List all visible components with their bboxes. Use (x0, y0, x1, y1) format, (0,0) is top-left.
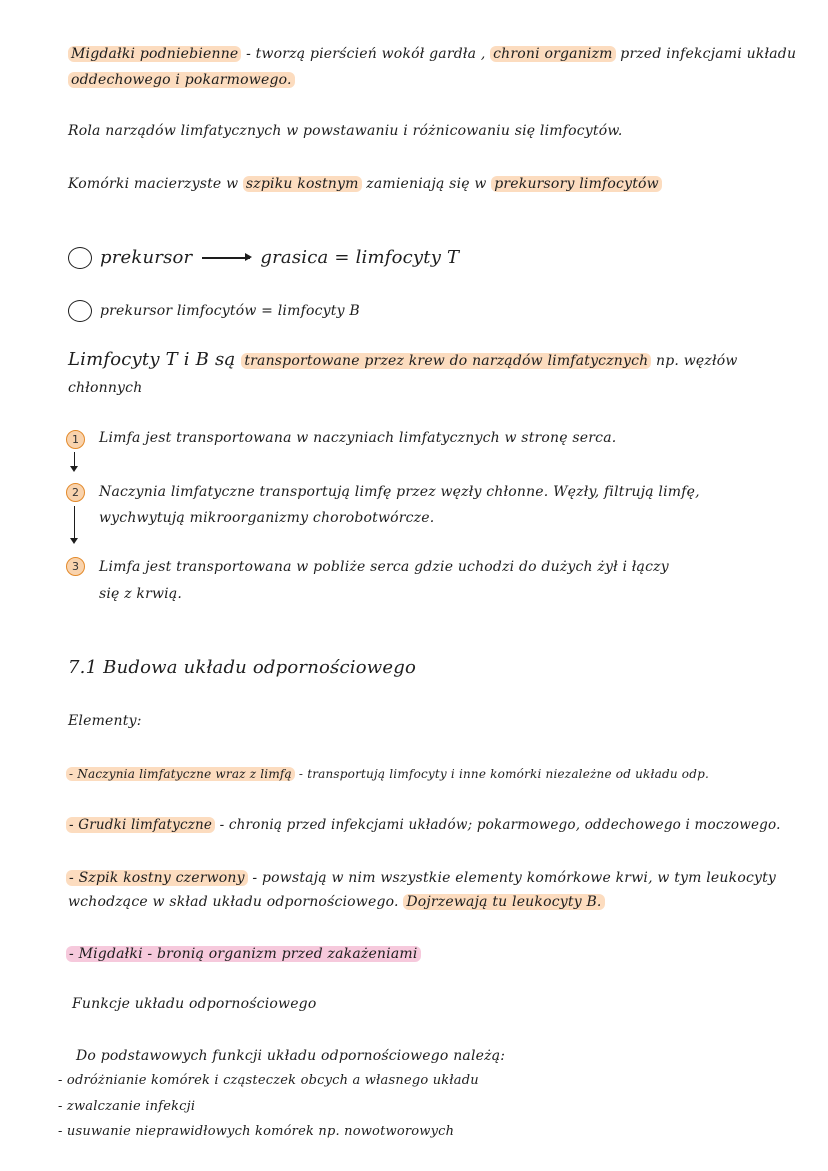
list-item: - zwalczanie infekcji (58, 1099, 196, 1114)
step-number-badge: 1 (66, 430, 85, 449)
circle-bullet-icon (68, 247, 92, 269)
list-item: - odróżnianie komórek i cząsteczek obcych a własnego układu (58, 1073, 479, 1088)
diagram-line: prekursor limfocytów = limfocyty B (68, 300, 360, 322)
highlight: Migdałki podniebienne (68, 46, 241, 62)
text-line: wychwytują mikroorganizmy chorobotwórcze. (99, 510, 435, 526)
list-item (66, 944, 421, 964)
diagram-line: prekursor grasica = limfocyty T (68, 247, 459, 269)
highlight: oddechowego i pokarmowego. (68, 72, 295, 88)
text-line (68, 70, 295, 90)
text-line: wchodzące w skład układu odpornościowego. Dojrzewają tu leukocyty B. (68, 892, 605, 912)
text-line: chłonnych (68, 380, 143, 396)
text-line: Rola narządów limfatycznych w powstawaniu i różnicowaniu się limfocytów. (68, 123, 623, 139)
list-item: - usuwanie nieprawidłowych komórek np. nowotworowych (58, 1124, 455, 1139)
list-item: - Naczynia limfatyczne wraz z limfą - transportują limfocyty i inne komórki niezależne od układu odp. (66, 764, 709, 784)
text-line: Migdałki podniebienne - tworzą pierścień wokół gardła , chroni organizm przed infekcjami układu (68, 44, 796, 64)
text-line: Naczynia limfatyczne transportują limfę przez węzły chłonne. Węzły, filtrują limfę, (99, 484, 700, 500)
highlight: Dojrzewają tu leukocyty B. (403, 894, 604, 910)
circle-bullet-icon (68, 300, 92, 322)
step-number-badge: 2 (66, 483, 85, 502)
text-line: Komórki macierzyste w szpiku kostnym zamieniają się w prekursory limfocytów (68, 174, 662, 194)
highlight: szpiku kostnym (243, 176, 362, 192)
text-line: Limfa jest transportowana w naczyniach limfatycznych w stronę serca. (99, 430, 617, 446)
arrow-down-icon (74, 452, 75, 470)
step-number-badge: 3 (66, 557, 85, 576)
arrow-right-icon (202, 257, 250, 258)
highlight: - Migdałki - bronią organizm przed zakażeniami (66, 946, 421, 962)
text-line: Do podstawowych funkcji układu odpornościowego należą: (76, 1048, 506, 1064)
section-heading: 7.1 Budowa układu odpornościowego (68, 657, 416, 678)
highlight: chroni organizm (490, 46, 616, 62)
arrow-down-icon (74, 506, 75, 542)
text-line: się z krwią. (99, 586, 183, 602)
text-line: Elementy: (68, 713, 142, 729)
highlight: - Grudki limfatyczne (66, 817, 215, 833)
highlight: - Naczynia limfatyczne wraz z limfą (66, 767, 295, 781)
highlight: prekursory limfocytów (491, 176, 662, 192)
list-item: - Szpik kostny czerwony - powstają w nim wszystkie elementy komórkowe krwi, w tym leukocyty (66, 868, 776, 888)
highlight: - Szpik kostny czerwony (66, 870, 248, 886)
text-line: Limfocyty T i B są transportowane przez krew do narządów limfatycznych np. węzłów (68, 349, 738, 370)
text-line: Limfa jest transportowana w pobliże serca gdzie uchodzi do dużych żył i łączy (99, 559, 669, 575)
subheading: Funkcje układu odpornościowego (72, 996, 317, 1012)
list-item: - Grudki limfatyczne - chronią przed infekcjami układów; pokarmowego, oddechowego i moczowego. (66, 815, 781, 835)
highlight: transportowane przez krew do narządów limfatycznych (241, 353, 651, 369)
